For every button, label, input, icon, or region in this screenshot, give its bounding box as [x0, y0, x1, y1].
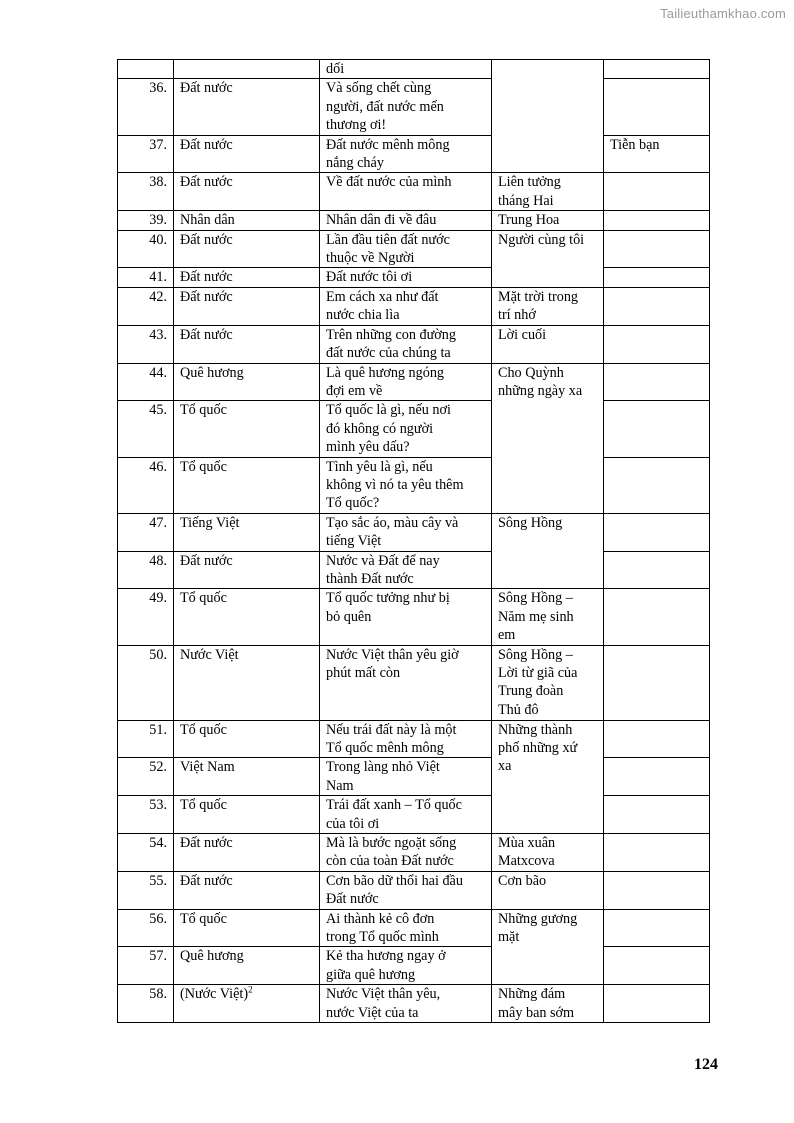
poem-title-cell: Trung Hoa [492, 211, 604, 230]
empty-cell [604, 758, 710, 796]
verse-line-cell: Ai thành kẻ cô đơn trong Tổ quốc mình [320, 909, 492, 947]
poem-title-cell [492, 60, 604, 173]
keyword-text: Nước Việt [180, 646, 239, 663]
row-number: 41. [118, 268, 174, 287]
verse-line-cell: Em cách xa như đất nước chia lìa [320, 287, 492, 325]
table-row [118, 401, 710, 457]
table-row [118, 834, 710, 872]
keyword-cell [174, 363, 320, 401]
empty-cell [604, 985, 710, 1023]
keyword-text: Việt Nam [180, 759, 235, 776]
row-number: 57. [118, 947, 174, 985]
keyword-cell [174, 834, 320, 872]
keyword-cell [174, 513, 320, 551]
page-number: 124 [694, 1056, 718, 1073]
table-row [118, 909, 710, 947]
keyword-cell [174, 325, 320, 363]
keyword-cell [174, 720, 320, 758]
table-row [118, 325, 710, 363]
row-number [118, 60, 174, 79]
table-row [118, 211, 710, 230]
verse-line-cell: Nước Việt thân yêu, nước Việt của ta [320, 985, 492, 1023]
empty-cell [604, 457, 710, 513]
poem-title-cell: Những gương mặt [492, 909, 604, 985]
empty-cell [604, 551, 710, 589]
row-number: 46. [118, 457, 174, 513]
verse-line-cell: Trên những con đường đất nước của chúng ta [320, 325, 492, 363]
keyword-text: Quê hương [180, 364, 244, 381]
verse-line-cell: Lần đầu tiên đất nước thuộc về Người [320, 230, 492, 268]
keyword-cell [174, 645, 320, 720]
verse-line-cell: Mà là bước ngoặt sống còn của toàn Đất nước [320, 834, 492, 872]
keyword-text: Tổ quốc [180, 721, 227, 738]
keyword-text: Quê hương [180, 948, 244, 965]
verse-line-cell: Nước Việt thân yêu giờ phút mất còn [320, 645, 492, 720]
poem-title-cell: Mùa xuân Matxcova [492, 834, 604, 872]
table-row [118, 79, 710, 135]
verse-line-cell: Đất nước tôi ơi [320, 268, 492, 287]
row-number: 43. [118, 325, 174, 363]
poem-title-cell: Những đám mây ban sớm [492, 985, 604, 1023]
keyword-cell [174, 871, 320, 909]
table-row [118, 947, 710, 985]
poem-title-cell: Tiễn bạn [604, 135, 710, 173]
keyword-cell [174, 211, 320, 230]
poem-title-cell: Lời cuối [492, 325, 604, 363]
keyword-cell [174, 60, 320, 79]
keyword-cell [174, 947, 320, 985]
keyword-cell [174, 589, 320, 645]
verse-line-cell: Nước và Đất để nay thành Đất nước [320, 551, 492, 589]
poem-title-cell: Người cùng tôi [492, 230, 604, 287]
keyword-text: Tổ quốc [180, 402, 227, 419]
poem-title-cell: Sông Hồng – Năm mẹ sinh em [492, 589, 604, 645]
empty-cell [604, 287, 710, 325]
poem-title-cell: Liên tưởng tháng Hai [492, 173, 604, 211]
row-number: 55. [118, 871, 174, 909]
verse-line-cell: Tổ quốc tưởng như bị bỏ quên [320, 589, 492, 645]
keyword-text: Tổ quốc [180, 910, 227, 927]
verse-line-cell: Tạo sắc áo, màu cây và tiếng Việt [320, 513, 492, 551]
row-number: 47. [118, 513, 174, 551]
keyword-cell [174, 79, 320, 135]
row-number: 58. [118, 985, 174, 1023]
poem-title-cell: Cơn bão [492, 871, 604, 909]
keyword-cell [174, 551, 320, 589]
row-number: 54. [118, 834, 174, 872]
empty-cell [604, 268, 710, 287]
table-row [118, 985, 710, 1023]
verse-line-cell: Về đất nước của mình [320, 173, 492, 211]
empty-cell [604, 720, 710, 758]
keyword-text: Đất nước [180, 872, 233, 889]
poem-title-cell: Mặt trời trong trí nhớ [492, 287, 604, 325]
table-row [118, 589, 710, 645]
keyword-text: (Nước Việt) [180, 986, 249, 1003]
row-number: 49. [118, 589, 174, 645]
keyword-cell [174, 173, 320, 211]
empty-cell [604, 60, 710, 79]
keyword-text: Đất nước [180, 835, 233, 852]
keyword-cell [174, 230, 320, 268]
empty-cell [604, 363, 710, 401]
verse-line-cell: Đất nước mênh mông nắng cháy [320, 135, 492, 173]
row-number: 38. [118, 173, 174, 211]
keyword-text: Đất nước [180, 136, 233, 153]
verse-line-cell: Tình yêu là gì, nếu không vì nó ta yêu thêm Tổ quốc? [320, 457, 492, 513]
empty-cell [604, 947, 710, 985]
empty-cell [604, 325, 710, 363]
poem-title-cell: Những thành phố những xứ xa [492, 720, 604, 833]
row-number: 52. [118, 758, 174, 796]
table-row [118, 60, 710, 79]
table-row [118, 268, 710, 287]
keyword-cell [174, 758, 320, 796]
table-row [118, 720, 710, 758]
keyword-cell [174, 268, 320, 287]
verse-line-cell: dối [320, 60, 492, 79]
row-number: 48. [118, 551, 174, 589]
keyword-cell [174, 457, 320, 513]
empty-cell [604, 230, 710, 268]
empty-cell [604, 645, 710, 720]
table-row [118, 363, 710, 401]
verse-line-cell: Nhân dân đi về đâu [320, 211, 492, 230]
keyword-text: Tổ quốc [180, 590, 227, 607]
keyword-text: Đất nước [180, 269, 233, 286]
empty-cell [604, 79, 710, 135]
table-row [118, 135, 710, 173]
table-row [118, 871, 710, 909]
keyword-text: Đất nước [180, 80, 233, 97]
row-number: 45. [118, 401, 174, 457]
keyword-text: Tiếng Việt [180, 514, 240, 531]
keyword-cell [174, 401, 320, 457]
verse-line-cell: Là quê hương ngóng đợi em về [320, 363, 492, 401]
table-row [118, 796, 710, 834]
poem-title-cell: Sông Hồng [492, 513, 604, 589]
keyword-text: Nhân dân [180, 212, 235, 229]
empty-cell [604, 173, 710, 211]
empty-cell [604, 909, 710, 947]
row-number: 44. [118, 363, 174, 401]
table-row [118, 287, 710, 325]
keyword-cell [174, 985, 320, 1023]
verse-line-cell: Nếu trái đất này là một Tổ quốc mênh mông [320, 720, 492, 758]
keyword-superscript: 2 [248, 984, 253, 995]
poem-keyword-table [117, 59, 710, 1023]
row-number: 42. [118, 287, 174, 325]
empty-cell [604, 589, 710, 645]
keyword-text: Đất nước [180, 552, 233, 569]
table-row [118, 645, 710, 720]
keyword-cell [174, 287, 320, 325]
table-row [118, 551, 710, 589]
keyword-text: Đất nước [180, 288, 233, 305]
watermark: Tailieuthamkhao.com [660, 6, 786, 21]
verse-line-cell: Trái đất xanh – Tổ quốc của tôi ơi [320, 796, 492, 834]
row-number: 51. [118, 720, 174, 758]
keyword-text: Tổ quốc [180, 797, 227, 814]
verse-line-cell: Cơn bão dữ thổi hai đầu Đất nước [320, 871, 492, 909]
keyword-cell [174, 135, 320, 173]
keyword-cell [174, 909, 320, 947]
verse-line-cell: Trong làng nhỏ Việt Nam [320, 758, 492, 796]
table-row [118, 758, 710, 796]
verse-line-cell: Tổ quốc là gì, nếu nơi đó không có người mình yêu dấu? [320, 401, 492, 457]
row-number: 36. [118, 79, 174, 135]
poem-title-cell: Sông Hồng – Lời từ giã của Trung đoàn Thủ đô [492, 645, 604, 720]
row-number: 39. [118, 211, 174, 230]
verse-line-cell: Kẻ tha hương ngay ở giữa quê hương [320, 947, 492, 985]
row-number: 53. [118, 796, 174, 834]
keyword-text: Đất nước [180, 326, 233, 343]
keyword-cell [174, 796, 320, 834]
keyword-text: Tổ quốc [180, 458, 227, 475]
table-row [118, 173, 710, 211]
row-number: 50. [118, 645, 174, 720]
empty-cell [604, 211, 710, 230]
table-row [118, 513, 710, 551]
row-number: 56. [118, 909, 174, 947]
verse-line-cell: Và sống chết cùng người, đất nước mến thương ơi! [320, 79, 492, 135]
keyword-text: Đất nước [180, 174, 233, 191]
table-row [118, 457, 710, 513]
keyword-text: Đất nước [180, 231, 233, 248]
poem-title-cell: Cho Quỳnh những ngày xa [492, 363, 604, 513]
row-number: 40. [118, 230, 174, 268]
empty-cell [604, 871, 710, 909]
empty-cell [604, 796, 710, 834]
table-row [118, 230, 710, 268]
row-number: 37. [118, 135, 174, 173]
empty-cell [604, 834, 710, 872]
empty-cell [604, 401, 710, 457]
empty-cell [604, 513, 710, 551]
